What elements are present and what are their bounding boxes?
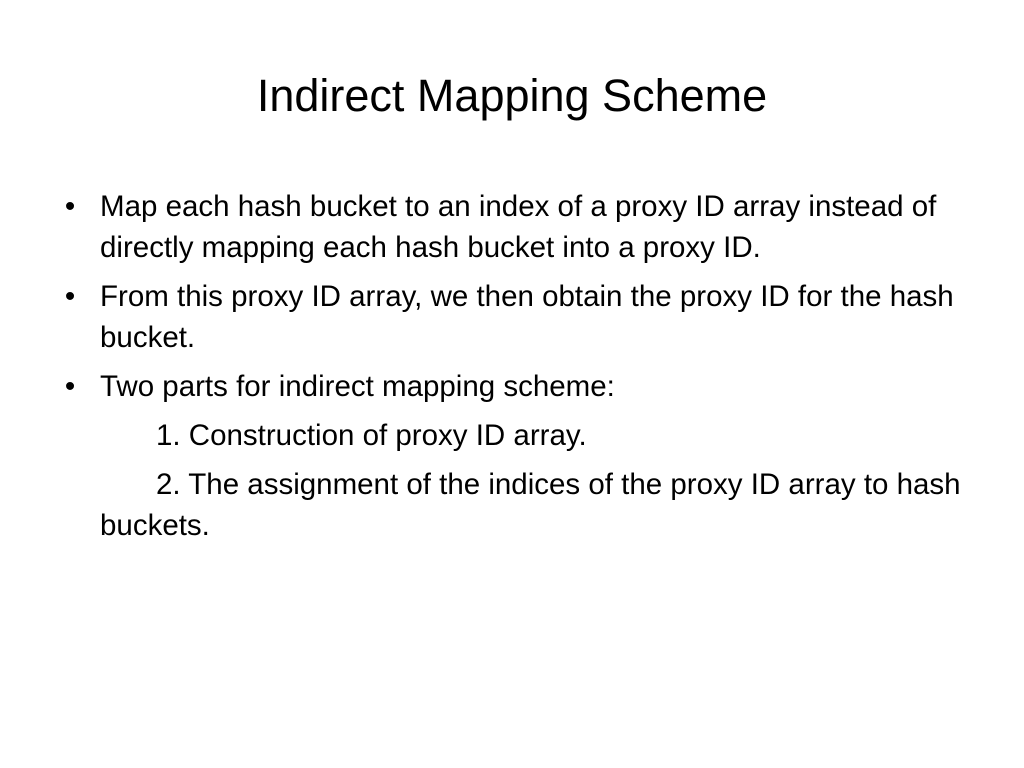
bullet-icon: • [64,190,76,223]
bullet-list [0,186,1024,554]
bullet-text: From this proxy ID array, we then obtain the proxy ID for the hash bucket. [100,280,954,354]
bullet-item [0,366,1024,407]
bullet-item [0,186,1024,268]
slide-title: Indirect Mapping Scheme [256,70,768,121]
bullet-text: Map each hash bucket to an index of a proxy ID array instead of directly mapping each hash bucket into a proxy ID. [100,190,937,264]
bullet-item [0,276,1024,358]
sub-item [0,415,1024,456]
sub-item-text: 1. Construction of proxy ID array. [156,419,587,452]
bullet-icon: • [64,370,76,403]
bullet-icon: • [64,280,76,313]
sub-item-text: 2. The assignment of the indices of the proxy ID array to hash buckets. [100,468,961,542]
bullet-text: Two parts for indirect mapping scheme: [100,370,615,403]
sub-item [0,464,1024,546]
